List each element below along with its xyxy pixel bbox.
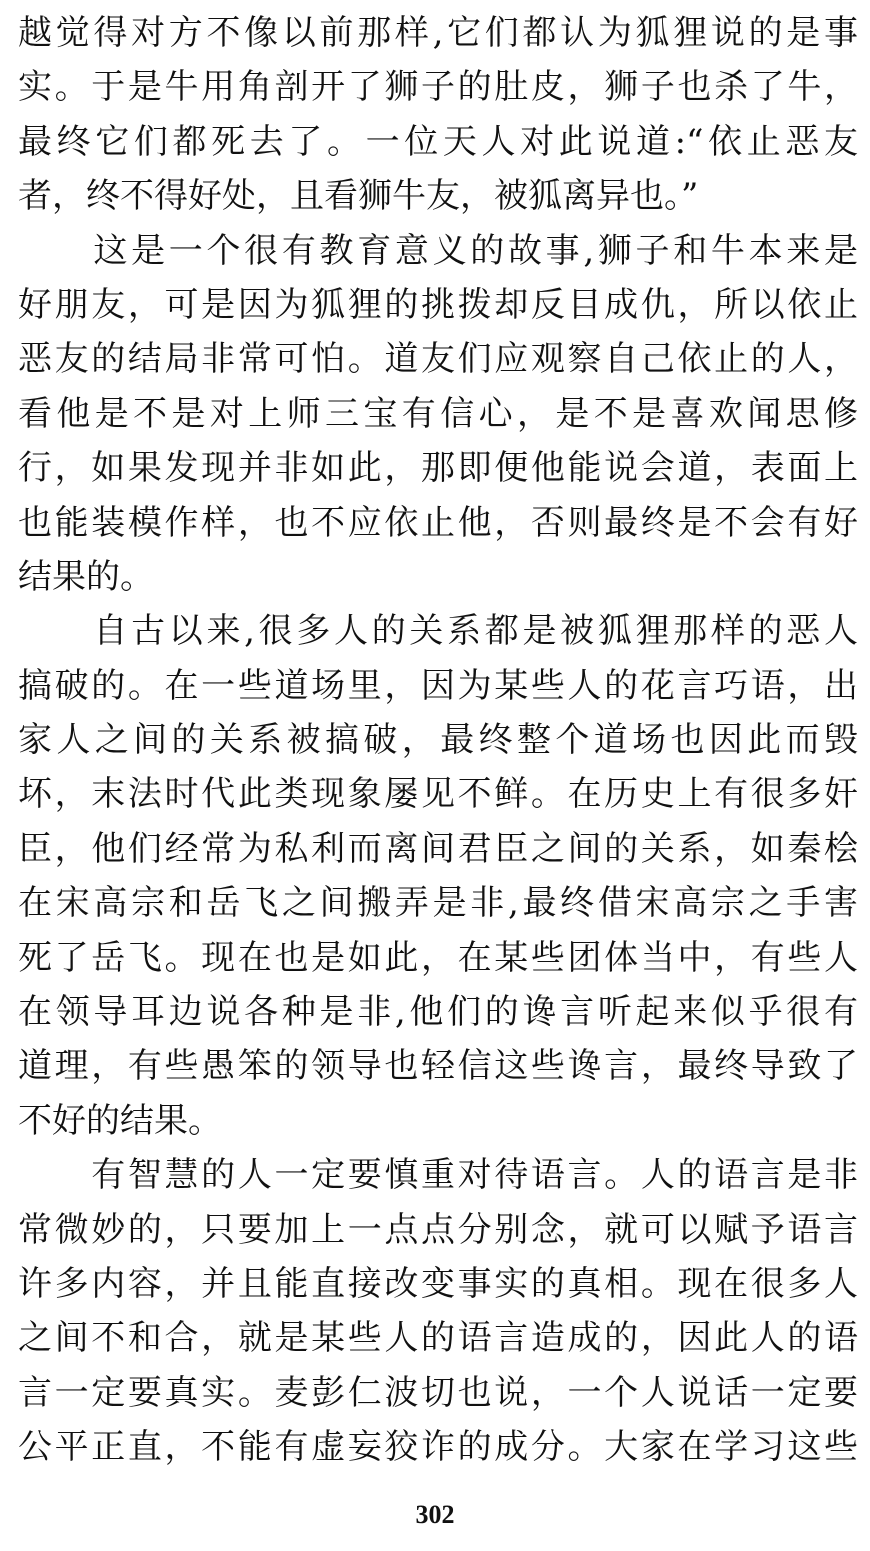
text-line: 之间不和合，就是某些人的语言造成的，因此人的语	[18, 1318, 858, 1359]
text-line: 家人之间的关系被搞破，最终整个道场也因此而毁	[18, 720, 858, 761]
text-line: 死了岳飞。现在也是如此，在某些团体当中，有些人	[18, 937, 858, 978]
text-line: 最终它们都死去了。一位天人对此说道:“依止恶友	[18, 121, 858, 162]
text-line: 实。于是牛用角剖开了狮子的肚皮，狮子也杀了牛，	[18, 67, 858, 108]
body-text	[18, 6, 858, 1475]
text-line: 不好的结果。	[18, 1100, 222, 1141]
text-line: 道理，有些愚笨的领导也轻信这些谗言，最终导致了	[18, 1046, 858, 1087]
text-line: 臣，他们经常为私利而离间君臣之间的关系，如秦桧	[18, 828, 858, 869]
text-line: 自古以来,很多人的关系都是被狐狸那样的恶人	[18, 611, 858, 652]
text-line: 越觉得对方不像以前那样,它们都认为狐狸说的是事	[18, 13, 858, 53]
text-line: 坏，末法时代此类现象屡见不鲜。在历史上有很多奸	[18, 774, 858, 815]
text-line: 搞破的。在一些道场里，因为某些人的花言巧语，出	[18, 665, 858, 706]
text-line: 言一定要真实。麦彭仁波切也说，一个人说话一定要	[18, 1372, 858, 1413]
text-line: 在领导耳边说各种是非,他们的谗言听起来似乎很有	[18, 992, 858, 1033]
text-line: 结果的。	[18, 556, 154, 597]
text-line: 常微妙的，只要加上一点点分别念，就可以赋予语言	[18, 1209, 858, 1250]
page-number: 302	[415, 1500, 455, 1529]
text-line: 也能装模作样，也不应依止他，否则最终是不会有好	[18, 502, 858, 543]
text-line: 看他是不是对上师三宝有信心，是不是喜欢闻思修	[18, 393, 858, 434]
text-line: 在宋高宗和岳飞之间搬弄是非,最终借宋高宗之手害	[18, 883, 858, 924]
text-line: 好朋友，可是因为狐狸的挑拨却反目成仇，所以依止	[18, 284, 858, 325]
text-line: 行，如果发现并非如此，那即便他能说会道，表面上	[18, 448, 858, 489]
text-line: 公平正直，不能有虚妄狡诈的成分。大家在学习这些	[18, 1427, 858, 1468]
text-line: 者，终不得好处，且看狮牛友，被狐离异也。”	[18, 176, 699, 217]
text-line: 有智慧的人一定要慎重对待语言。人的语言是非	[18, 1155, 858, 1196]
text-line: 这是一个很有教育意义的故事,狮子和牛本来是	[18, 230, 858, 271]
text-line: 恶友的结局非常可怕。道友们应观察自己依止的人，	[18, 339, 858, 380]
text-line: 许多内容，并且能直接改变事实的真相。现在很多人	[18, 1263, 858, 1304]
